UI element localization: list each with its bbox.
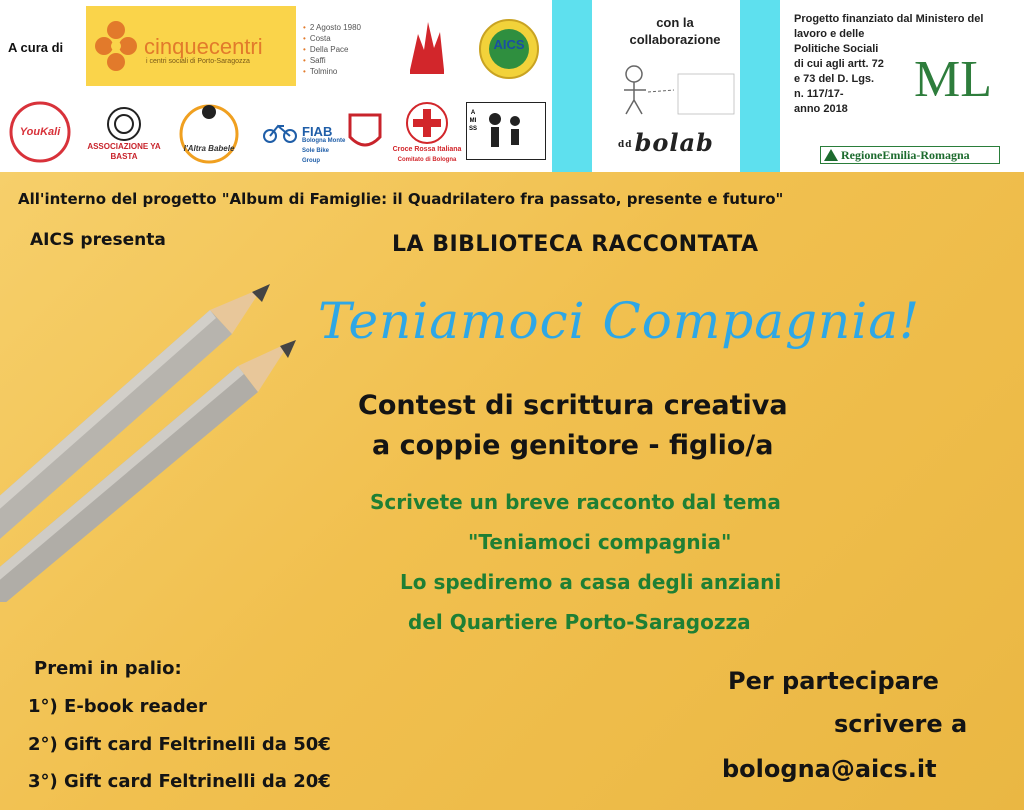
participate-line: scrivere a (834, 710, 968, 738)
fiab-text: FIAB (302, 124, 333, 139)
aics-logo (478, 18, 540, 80)
contact-email[interactable]: bologna@aics.it (722, 755, 937, 783)
yabasta-logo (84, 98, 164, 170)
altra-babele-circle-icon (176, 98, 242, 168)
prizes-heading: Premi in palio: (34, 658, 182, 679)
instruction-line: Lo spediremo a casa degli anziani (400, 570, 782, 594)
shield-icon (346, 111, 384, 155)
amiss-text: AMISS (469, 110, 478, 132)
center-item: • Saffi (303, 55, 361, 66)
cinquecentri-name: cinquecentri (144, 34, 263, 59)
sponsor-header (0, 0, 1024, 172)
altra-babele-logo (176, 98, 242, 168)
prize-item: 2°) Gift card Feltrinelli da 50€ (28, 734, 331, 755)
yabasta-text: ASSOCIAZIONE YA BASTA (87, 142, 161, 161)
croce-rossa-logo (392, 98, 462, 168)
child-drawing-illustration (614, 60, 738, 122)
cultural-association-logo (396, 14, 456, 80)
prize-item: 1°) E-book reader (28, 696, 207, 717)
centers-list (303, 22, 361, 77)
ministry-logo (912, 50, 998, 124)
fiab-logo (262, 104, 346, 164)
cyan-divider (552, 0, 592, 172)
yabasta-emblem-icon (106, 106, 142, 142)
poster-body (0, 172, 1024, 810)
region-flag-icon (824, 149, 838, 161)
youkali-logo (8, 100, 72, 164)
red-cross-icon (405, 101, 449, 145)
figures-icon (481, 109, 531, 153)
instruction-line: "Teniamoci compagnia" (468, 530, 732, 554)
center-item: • Della Pace (303, 44, 361, 55)
cinquecentri-subtitle: i centri sociali di Porto-Saragozza (146, 58, 250, 65)
prize-item: 3°) Gift card Feltrinelli da 20€ (28, 771, 331, 792)
center-item: • 2 Agosto 1980 (303, 22, 361, 33)
regione-emilia-romagna-logo: RegioneEmilia-Romagna (820, 146, 1000, 164)
contest-line-1: Contest di scrittura creativa (358, 390, 788, 421)
youkali-text: YouKali (19, 126, 61, 138)
center-item: • Costa (303, 33, 361, 44)
pencils-illustration (0, 222, 320, 602)
instruction-line: Scrivete un breve racconto dal tema (370, 490, 781, 514)
curated-by-label: A cura di (8, 40, 64, 55)
croce-rossa-text: Croce Rossa Italiana (392, 146, 462, 153)
flame-icon (396, 14, 456, 80)
aics-logo-text: AICS (493, 37, 525, 52)
contest-line-2: a coppie genitore - figlio/a (372, 430, 774, 461)
ml-logo-text: ML (914, 51, 992, 108)
participate-line: Per partecipare (728, 667, 939, 695)
bolab-logo: ddbolab (618, 128, 714, 157)
cyan-divider (740, 0, 780, 172)
poster-title: Teniamoci Compagnia! (318, 292, 921, 350)
cinquecentri-logo (86, 6, 296, 86)
section-heading: LA BIBLIOTECA RACCONTATA (392, 232, 759, 257)
croce-rossa-subtitle: Comitato di Bologna (397, 157, 457, 163)
amiss-logo (466, 102, 546, 160)
presenter-label: AICS presenta (30, 230, 166, 250)
project-line: All'interno del progetto "Album di Famiglie: il Quadrilatero fra passato, presente e futuro" (18, 190, 784, 208)
collaboration-title: con la collaborazione (629, 15, 721, 47)
bicycle-icon (262, 120, 298, 144)
fiab-subtitle: Bologna Monte Sole Bike Group (302, 138, 346, 164)
instruction-line: del Quartiere Porto-Saragozza (408, 610, 751, 634)
red-emblem-logo (346, 108, 384, 158)
center-item: • Tolmino (303, 66, 361, 77)
altra-babele-text: l'Altra Babele (183, 144, 235, 153)
ministry-funding-text: Progetto finanziato dal Ministero del lavoro e delle Politiche Sociali di cui agli artt. 72 e 73 del D. Lgs. n. 117/17- anno 2018 (794, 13, 984, 115)
